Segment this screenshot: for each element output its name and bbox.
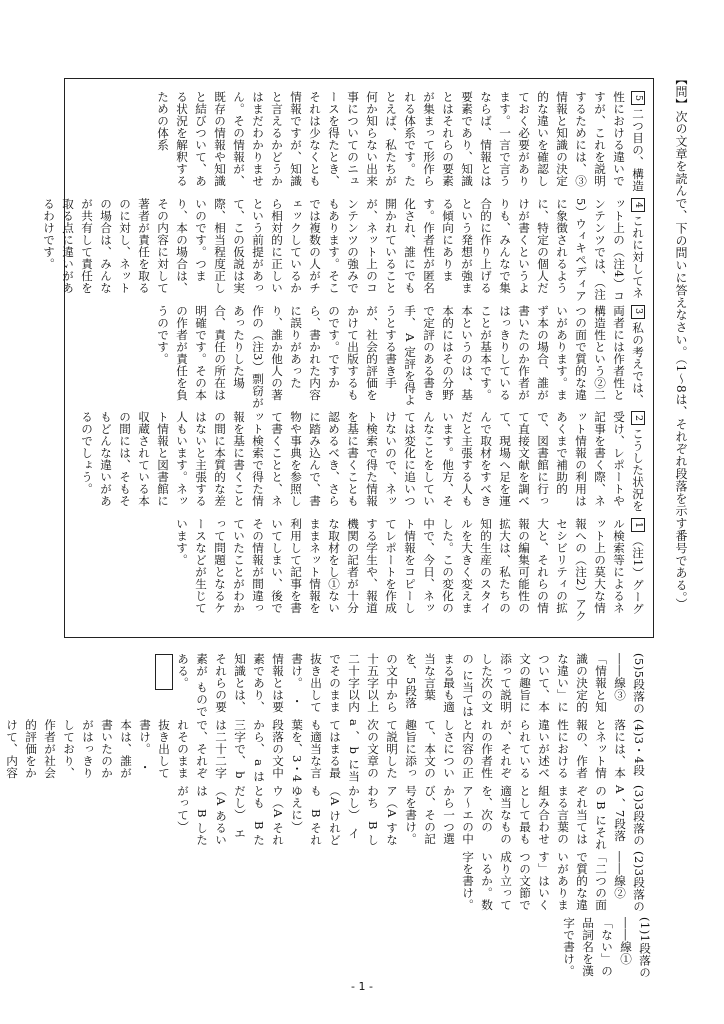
paragraph-text: これに対してネット上の（注4）コンテンツでは、（注5）ウィキペディアに象徴されるように、特定の個人だけが書くというよりも、みんなで集合的に作り上げるという発想が強まる傾向にあります。作者性が匿名化され、誰にでも開かれていることが、ネット上のコンテンツの強みでもあります。そこでは複数の人がチェックしているから相対的に正しいという前提があって、この仮説は実際、相当程度正しいのです。つまり、本の場合は、その内容に対して著者が責任を取るのに対し、ネットの場合は、みんなが共有して責任を取る点に違いがあるわけです。 bbox=[42, 197, 645, 302]
paragraph-text: こうした状況を受け、レポートや記事を書く際、ネット情報の利用はあくまで補助的で、図書館に行って直接文献を調べて、現場へ足を運んで取材をすべきだと主張する人もいます。他方、そんなことをしていては変化に追いつけないので、ネット検索で得た情報を基に書くことも認めるべき、さらに踏み込んで、書物や事典を参照して書くことと、ネット検索で得た情報を基に書くことの間に本質的な差はないと主張する人もいます。ネット情報と図書館に収蔵されている本の間には、そもそもどんな違いがあるのでしょう。 bbox=[80, 411, 645, 513]
question-4 bbox=[5, 719, 648, 785]
question-1 bbox=[64, 917, 654, 983]
question-label: (4) bbox=[632, 719, 646, 737]
question-text: 3段落の A 、7段落の B にそれぞれ当てはまる言葉の組み合わせとして最も適当なものを、次のア〜エの中から一つ選び、その記号を書け。 ア（A すなわち B しかし） イ（A けれども B それゆえに） ウ（A それとも B ただし） エ（A あるいは B したがって） bbox=[176, 785, 646, 852]
paragraph-text: （注1）グーグル検索等によるネット上の莫大な情報への（注2）アクセシビリティの拡大と、それらの情報の編集可能性の拡大は、私たちの知的生産のスタイルを大きく変えました。この変化の中で、今日、ネット情報をコピーしてレポートを作成する学生や、報道機関の記者が十分な取材をし①ないままネット情報を利用して記事を書いてしまい、後でその情報が間違っていたことがわかって問題となるケースなどが生じています。 bbox=[175, 518, 645, 622]
question-instruction: 【問】次の文章を読んで、下の問いに答えなさい。（1〜8は、それぞれ段落を示す番号である。） bbox=[674, 73, 688, 611]
question-label: (2) bbox=[632, 851, 646, 869]
question-2 bbox=[64, 851, 648, 917]
paragraph-number: 1 bbox=[631, 518, 645, 532]
questions-section bbox=[5, 653, 654, 983]
paragraph-number: 3 bbox=[631, 305, 645, 319]
question-text: 1段落の――線①「ない」の品詞名を漢字で書け。 bbox=[562, 917, 652, 979]
paragraph-3 bbox=[71, 305, 647, 412]
question-3 bbox=[64, 785, 648, 851]
question-text: 3段落の――線②「二つの面で質的な違いがあります」はいくつの文節で成り立っているか。数字を書け。 bbox=[461, 851, 646, 913]
question-label: (5) bbox=[632, 653, 646, 671]
exam-sheet bbox=[5, 58, 696, 988]
paragraph-1 bbox=[71, 518, 647, 625]
question-text: 3・4段落には、本とネット情報の、作者性における違いが述べられているが、それぞれの作者性と内容の正しさについて、本文の趣旨に添って説明した次の文章の a 、 b に当てはまる最も適当な言葉を、3・4段落の文中から、 a は三字で、 b は二十二字で、それぞれそのまま抜き出して書け。 ・本は、誰が書いたのかがはっきりしており、作者が社会的評価をかけて、内容 bbox=[5, 719, 646, 783]
paragraph-text: 私の考えでは、両者には作者性と構造性という②二つの面で質的な違いがあります。まず本の場合、誰が書いたのか作者がはっきりしていることが基本です。本というのは、基本的にはその分野で定評のある書き手、 A 定評を得ようとする書き手が、社会的評価をかけて出版するものです。ですから、書かれた内容に誤りがあったり、誰か他人の著作の（注3）剽窃があったりした場合、責任の所在は明確です。その本の作者が責任を負うのです。 bbox=[156, 304, 645, 409]
page-number: - 1 - bbox=[351, 980, 373, 993]
question-label: (1) bbox=[638, 917, 652, 935]
paragraph-number: 5 bbox=[631, 91, 645, 105]
passage-box bbox=[42, 78, 654, 638]
paragraph-number: 4 bbox=[631, 198, 645, 212]
paragraph-number: 2 bbox=[631, 411, 645, 425]
question-text: 5段落の――線③「情報と知識の決定的な違い」について、本文の趣旨に添って説明した次の文の に当てはまる最も適当な言葉を、5段落の文中から十五字以上二十字以内でそのまま抜き出して書け。 ・情報とは要素であり、知識とは、それらの要素が ものである。 bbox=[176, 653, 646, 718]
paragraph-2 bbox=[71, 411, 647, 518]
answer-blank[interactable] bbox=[155, 654, 173, 690]
paragraph-text: 二つ目の、構造性における違いですが、これを説明するためには、③情報と知識の決定的な違いを確認しておく必要があります。一言で言うならば、情報とは要素であり、知識とはそれらの要素が集まって形作られる体系です。たとえば、私たちが何か知らない出来事についてのニュースを得たとき、それは少なくとも情報ですが、知識と言えるかどうかはまだわかりません。その情報が、既存の情報や知識と結びついて、ある状況を解釈するための体系 bbox=[156, 91, 645, 193]
paragraph-4 bbox=[42, 197, 647, 305]
question-label: (3) bbox=[632, 785, 646, 803]
question-5 bbox=[64, 653, 648, 719]
paragraph-5 bbox=[71, 91, 647, 198]
